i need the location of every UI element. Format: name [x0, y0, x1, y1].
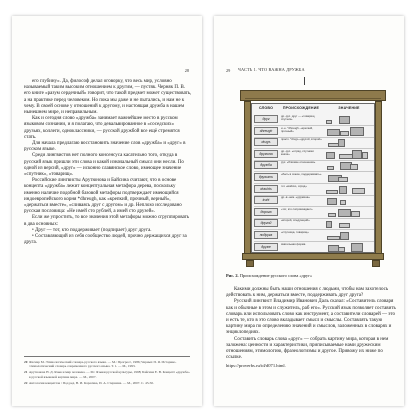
sketch-object	[340, 232, 349, 240]
paragraph: Русский лингвист Владимир Иванович Даль сказал: «Составитель словаря как и обычные в этом и служитель, раб его». Русский язык позволяет составить словарь или использовать слово как инструмент, а составители словарей — это и есть те, кто в это слово вкладывает смысл и смыслы. Составлять такую картину мира по определению значений и смыслов, заложенных в словарях и энциклопедиях.	[226, 299, 396, 336]
source-link[interactable]: https://proverbs.ru/id/d071.html.	[226, 363, 286, 369]
origin-text: др.-рус. друг — «товарищ, спутник»	[281, 115, 316, 122]
sketch-object	[351, 243, 363, 252]
sketch-object	[339, 186, 347, 194]
paragraph: Российские лингвисты Арутюнова и Байсина считают, что в основе концепта «дружба» лежит концептуальная метафора дерева, поскольку именно наличие подобной базовой метафоры подтверждает имеющийся индоевропейского корня *dhreugh, как «крепкий, прочный, верный», «держаться вместе», «сливаясь друг с другом» и др. Неплохо исследовано русская пословица: «Не имей сто рублей, а имей сто друзей».	[24, 178, 182, 215]
column-header-meaning: ЗНАЧЕНИЕ	[338, 106, 360, 110]
sketch-object	[327, 236, 340, 240]
column-header-word: СЛОВО	[258, 106, 274, 110]
meaning-illustration	[324, 242, 374, 252]
meaning-illustration	[324, 172, 374, 182]
caption-text: Происхождение русского слова «друг»	[239, 273, 313, 278]
paragraph: Если же упростить, то все значения этой метафоры можно сгруппировать в два основных:	[24, 215, 190, 227]
shelf-chart	[251, 103, 375, 253]
page-number: 29	[226, 68, 231, 73]
sketch-object	[350, 127, 364, 136]
column-header-origin: ПРОИСХОЖДЕНИЕ	[282, 106, 320, 110]
meaning-illustration	[324, 114, 374, 124]
paragraph: Для начала предлагаю восстановить значение слов «дружба» и «друг» в русском языке.	[24, 141, 186, 153]
left-body-text	[24, 79, 192, 246]
shelf-post-right	[375, 101, 382, 259]
origin-text: рус. «близкие отношения»	[281, 161, 316, 165]
paragraph: его глубину». Да, философ делал оговорку, что весь мир, условно называемый таким высоким отношением к другим, — пустяк. Черняк П. В. его книге «разум сердечный» говорит, что такой предмет может существовать, а на практике перед человеком. Но пока мы даже и не пытались, и нам не к чему. В своей основе у отношений к другому, и настоящая дружба в нашем нынешнем мире, и неправильным.	[24, 79, 192, 116]
shelf-foot-left	[246, 260, 254, 267]
sketch-object	[362, 152, 368, 159]
sketch-object	[352, 150, 362, 159]
running-head: ЧАСТЬ 1. ЧТО ВАЖНА ДРУЖБА	[238, 67, 305, 72]
paragraph: Как и сегодня слово «дружба» занимает важнейшее место в русском языковом сознании, и я полагаю, что девальвированное в «соседских» друзьях, коллеги, одноклассники, — русской дружбой все ещё стремятся стать.	[24, 116, 180, 140]
paragraph: Какими должны быть наши отношения с людьми, чтобы нам захотелось действовать к ним, держаться вместе, поддерживать друг друга?	[226, 287, 389, 299]
sketch-object	[326, 120, 332, 124]
origin-text: прасл. *drugъ «другой, второй»	[281, 138, 322, 142]
paragraph: Составить словарь слова «друг» — собрать картину мира, которая в нем заложена: ценности и характеристики, приписываемые нами дружеским отношениям, этимологию, фразеологизмы и другое. Привожу их ниже по ссылке.	[226, 336, 389, 361]
bullet-item: • Составляющий из себя сообщество людей, прочно держащихся друг за друга.	[24, 234, 187, 246]
origin-text: гот. «войско, отряд»	[281, 184, 307, 188]
word-label: друг	[254, 115, 278, 123]
right-body-text	[226, 287, 396, 370]
paragraph: Среди лингвистов нет полного консенсуса касательно того, откуда в русский язык пришли эти слова и какой изначальный смысл они несли. По одной из версий, «друг» — исконно славянское слово, имеющее значение «спутник», «товарищ».	[24, 153, 184, 178]
shelf-foot-right	[372, 260, 380, 267]
page-number: 28	[184, 68, 189, 73]
origin-text: «спутница, товарищ»	[281, 231, 309, 234]
footnote	[24, 370, 190, 378]
meaning-illustration	[324, 230, 374, 240]
meaning-illustration	[324, 126, 374, 136]
origin-text: «второй, следующий»	[281, 219, 310, 223]
shelf-base	[242, 253, 384, 260]
meaning-illustration	[324, 184, 374, 194]
footnotes	[24, 356, 190, 387]
sketch-object	[350, 164, 358, 170]
sketch-object	[338, 209, 351, 217]
word-label: дорога	[254, 208, 278, 216]
left-page	[12, 16, 202, 406]
sketch-object	[351, 211, 360, 217]
shelf-top	[240, 90, 386, 101]
word-label: drugъ	[254, 138, 278, 146]
word-label: dhreugh	[254, 127, 278, 135]
word-label: друже	[254, 243, 278, 251]
sketch-object	[327, 129, 340, 136]
footnote-number: 21	[24, 370, 28, 375]
sketch-object	[340, 200, 346, 205]
sketch-object	[340, 131, 349, 136]
word-label: drauhts	[254, 185, 278, 193]
header-rule	[304, 77, 305, 85]
origin-text: звательная форма	[281, 242, 306, 246]
sketch-object	[326, 152, 335, 159]
sketch-object	[339, 154, 353, 159]
word-label: дружина	[254, 150, 278, 158]
sketch-object	[339, 116, 350, 124]
sketch-object	[326, 190, 338, 194]
origin-text: «быть в союзе, поддерживать»	[281, 173, 322, 176]
sketch-object	[326, 221, 332, 228]
word-label: подруга	[254, 231, 278, 239]
footnote-text: Фасмер М. Этимологический словарь русского языка. — М.: Прогресс, 1986; Черных П. Я. Историко-этимологический словарь современного русского языка. Т. 1. — М., 1993.	[28, 360, 177, 369]
sketch-object	[327, 166, 334, 170]
sketch-object	[327, 198, 337, 205]
shelf-post-left	[244, 101, 251, 259]
meaning-illustration	[324, 160, 374, 170]
sketch-object	[328, 213, 336, 217]
meaning-illustration	[324, 137, 374, 147]
meaning-illustration	[324, 218, 374, 228]
origin-text: «тот, кто сопровождает»	[281, 207, 313, 211]
sketch-object	[339, 223, 350, 228]
word-label: дружить	[254, 173, 278, 181]
sketch-object	[338, 247, 345, 252]
footnote	[24, 381, 190, 385]
origin-text: и.-е. *dhreugh- «крепкий, прочный»	[281, 126, 313, 133]
footnote-text: Антология концептов / Под ред. В. И. Карасика, И. А. Стернина. — М., 2007. С. 45-50.	[28, 380, 154, 385]
footnote	[24, 360, 190, 368]
sketch-object	[338, 139, 345, 147]
meaning-illustration	[324, 195, 374, 205]
word-label: truht	[254, 196, 278, 204]
figure-caption	[226, 273, 394, 278]
origin-text: др.-рус. «отряд, спутники князя»	[281, 149, 314, 157]
footnote-number: 20	[24, 360, 28, 364]
sketch-object	[352, 188, 365, 194]
word-label: дружба	[254, 161, 278, 169]
sketch-object	[338, 177, 348, 182]
caption-label: Рис. 2.	[226, 273, 239, 278]
etymology-row	[254, 241, 374, 253]
meaning-illustration	[324, 149, 374, 159]
origin-text: др.-в.-нем. «дружина»	[281, 196, 310, 200]
bullet-item: • Друг — тот, кто поддерживает (подпирает) друг друга.	[32, 227, 152, 233]
etymology-shelf-figure	[240, 90, 386, 270]
footnote-number: 22	[24, 380, 28, 385]
word-label: другой	[254, 219, 278, 227]
right-page	[214, 16, 404, 406]
footnote-text: Арутюнова Н. Д. Язык и мир человека. — М.: Языки русской культуры, 1998; Байсина Е. В. Концепт «дружба» в русской языковой картине мира. — М., 2007.	[28, 370, 190, 379]
meaning-illustration	[324, 207, 374, 217]
